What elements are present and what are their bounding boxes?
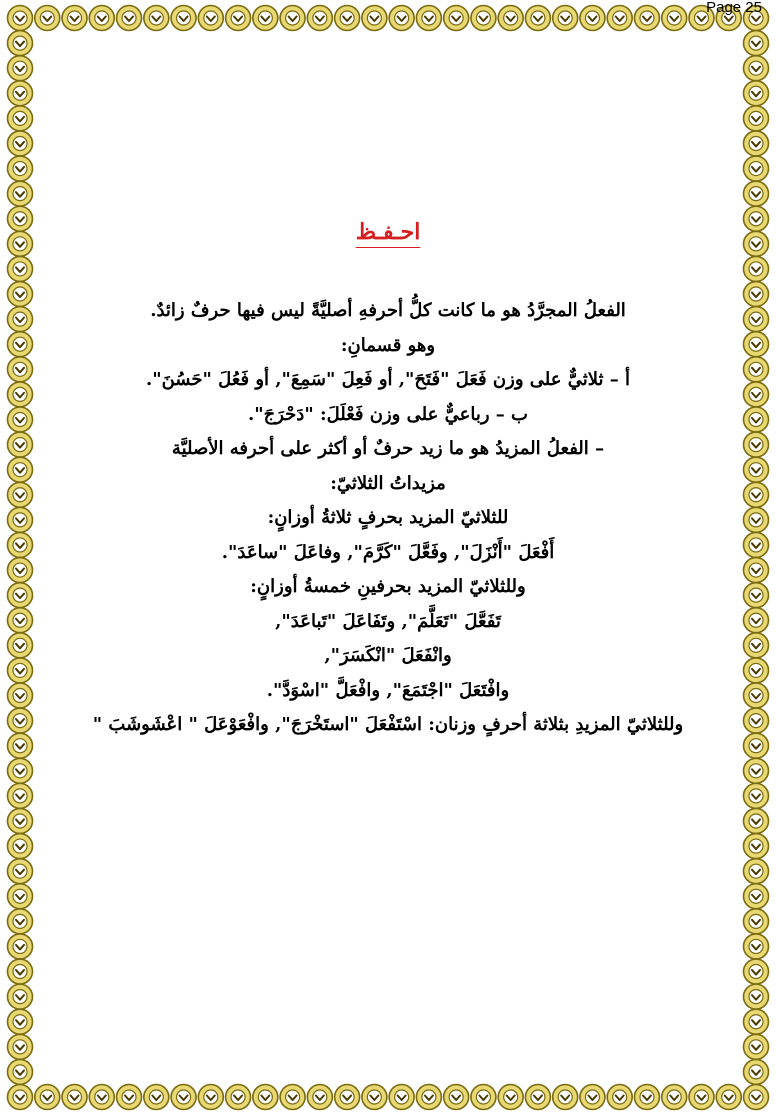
checkmark-circle-icon	[444, 6, 469, 31]
checkmark-circle-icon	[744, 658, 769, 683]
checkmark-circle-icon	[744, 56, 769, 81]
checkmark-circle-icon	[744, 633, 769, 658]
text-line-rubai: ب – رباعيٌّ على وزن فَعْلَلَ: "دَحْرَجَ".	[247, 403, 529, 425]
checkmark-circle-icon	[8, 307, 33, 332]
checkmark-circle-icon	[362, 1085, 387, 1110]
checkmark-circle-icon	[8, 558, 33, 583]
checkmark-circle-icon	[8, 808, 33, 833]
checkmark-circle-icon	[744, 1009, 769, 1034]
checkmark-circle-icon	[8, 106, 33, 131]
checkmark-circle-icon	[35, 6, 60, 31]
checkmark-circle-icon	[607, 1085, 632, 1110]
checkmark-circle-icon	[8, 131, 33, 156]
checkmark-circle-icon	[744, 608, 769, 633]
checkmark-circle-icon	[226, 1085, 251, 1110]
checkmark-circle-icon	[744, 407, 769, 432]
checkmark-circle-icon	[525, 1085, 550, 1110]
text-line-two-letters-intro: وللثلاثيّ المزيد بحرفينِ خمسةُ أوزانٍ:	[250, 576, 526, 597]
checkmark-circle-icon	[8, 282, 33, 307]
checkmark-circle-icon	[744, 783, 769, 808]
checkmark-circle-icon	[62, 6, 87, 31]
checkmark-circle-icon	[171, 1085, 196, 1110]
checkmark-circle-icon	[8, 1059, 33, 1084]
checkmark-circle-icon	[8, 507, 33, 532]
checkmark-circle-icon	[8, 482, 33, 507]
checkmark-circle-icon	[8, 884, 33, 909]
checkmark-circle-icon	[744, 507, 769, 532]
checkmark-circle-icon	[471, 1085, 496, 1110]
text-line-two-letters-forms-c: وافْتَعَلَ "اجْتَمَعَ", وافْعَلَّ "اسْوَدَّ".	[266, 679, 510, 701]
checkmark-circle-icon	[689, 1085, 714, 1110]
checkmark-circle-icon	[744, 1059, 769, 1084]
checkmark-circle-icon	[8, 407, 33, 432]
checkmark-circle-icon	[8, 859, 33, 884]
checkmark-circle-icon	[8, 633, 33, 658]
text-line-one-letter-intro: للثلاثيّ المزيد بحرفٍ ثلاثةُ أوزانٍ:	[267, 507, 509, 528]
checkmark-circle-icon	[580, 6, 605, 31]
checkmark-circle-icon	[198, 6, 223, 31]
checkmark-circle-icon	[744, 31, 769, 56]
checkmark-circle-icon	[744, 382, 769, 407]
checkmark-circle-icon	[744, 1034, 769, 1059]
checkmark-circle-icon	[416, 1085, 441, 1110]
checkmark-circle-icon	[89, 6, 114, 31]
checkmark-circle-icon	[8, 56, 33, 81]
checkmark-circle-icon	[498, 6, 523, 31]
checkmark-circle-icon	[35, 1085, 60, 1110]
checkmark-circle-icon	[8, 608, 33, 633]
checkmark-circle-icon	[744, 256, 769, 281]
checkmark-circle-icon	[8, 783, 33, 808]
checkmark-circle-icon	[744, 884, 769, 909]
checkmark-circle-icon	[8, 181, 33, 206]
checkmark-circle-icon	[744, 156, 769, 181]
checkmark-circle-icon	[744, 206, 769, 231]
text-line-two-types: وهو قسمانِ:	[340, 334, 436, 356]
checkmark-circle-icon	[744, 282, 769, 307]
checkmark-circle-icon	[525, 6, 550, 31]
checkmark-circle-icon	[744, 808, 769, 833]
checkmark-circle-icon	[335, 1085, 360, 1110]
checkmark-circle-icon	[744, 231, 769, 256]
checkmark-circle-icon	[634, 1085, 659, 1110]
checkmark-circle-icon	[744, 432, 769, 457]
checkmark-circle-icon	[744, 81, 769, 106]
checkmark-circle-icon	[744, 457, 769, 482]
text-line-definition-mujarrad: الفعلُ المجرَّدُ هو ما كانت كلُّ أحرفهِ أصليَّةً ليس فيها حرفٌ زائدٌ.	[150, 300, 626, 321]
checkmark-circle-icon	[744, 909, 769, 934]
checkmark-circle-icon	[8, 6, 33, 31]
checkmark-circle-icon	[89, 1085, 114, 1110]
checkmark-circle-icon	[744, 834, 769, 859]
checkmark-circle-icon	[280, 1085, 305, 1110]
checkmark-circle-icon	[744, 859, 769, 884]
checkmark-circle-icon	[117, 6, 142, 31]
checkmark-circle-icon	[8, 1034, 33, 1059]
checkmark-circle-icon	[553, 6, 578, 31]
checkmark-circle-icon	[8, 81, 33, 106]
checkmark-circle-icon	[744, 758, 769, 783]
checkmark-circle-icon	[8, 1009, 33, 1034]
checkmark-circle-icon	[744, 181, 769, 206]
checkmark-circle-icon	[280, 6, 305, 31]
checkmark-circle-icon	[8, 357, 33, 382]
checkmark-circle-icon	[8, 733, 33, 758]
checkmark-circle-icon	[744, 532, 769, 557]
checkmark-circle-icon	[8, 909, 33, 934]
checkmark-circle-icon	[553, 1085, 578, 1110]
checkmark-circle-icon	[8, 532, 33, 557]
checkmark-circle-icon	[307, 6, 332, 31]
checkmark-circle-icon	[8, 256, 33, 281]
checkmark-circle-icon	[662, 1085, 687, 1110]
checkmark-circle-icon	[634, 6, 659, 31]
text-line-one-letter-forms: أَفْعَلَ "أَنْزَلَ", وفَعَّلَ "كَرَّمَ", وفاعَلَ "ساعَدَ".	[221, 541, 555, 563]
checkmark-circle-icon	[117, 1085, 142, 1110]
checkmark-circle-icon	[662, 6, 687, 31]
checkmark-circle-icon	[744, 583, 769, 608]
checkmark-circle-icon	[198, 1085, 223, 1110]
checkmark-circle-icon	[8, 332, 33, 357]
text-line-two-letters-forms-b: وانْفَعَلَ "انْكَسَرَ",	[324, 645, 452, 666]
checkmark-circle-icon	[744, 984, 769, 1009]
checkmark-circle-icon	[8, 984, 33, 1009]
checkmark-circle-icon	[62, 1085, 87, 1110]
checkmark-circle-icon	[253, 1085, 278, 1110]
checkmark-circle-icon	[8, 708, 33, 733]
checkmark-circle-icon	[744, 131, 769, 156]
checkmark-circle-icon	[8, 382, 33, 407]
checkmark-circle-icon	[8, 156, 33, 181]
checkmark-circle-icon	[744, 683, 769, 708]
document-title: احـفـظ	[355, 219, 421, 245]
checkmark-circle-icon	[335, 6, 360, 31]
checkmark-circle-icon	[8, 758, 33, 783]
checkmark-circle-icon	[8, 231, 33, 256]
checkmark-circle-icon	[8, 1085, 33, 1110]
checkmark-circle-icon	[744, 708, 769, 733]
checkmark-circle-icon	[471, 6, 496, 31]
checkmark-circle-icon	[744, 332, 769, 357]
checkmark-circle-icon	[744, 959, 769, 984]
checkmark-circle-icon	[8, 31, 33, 56]
checkmark-circle-icon	[416, 6, 441, 31]
checkmark-circle-icon	[389, 1085, 414, 1110]
checkmark-circle-icon	[8, 206, 33, 231]
checkmark-circle-icon	[744, 934, 769, 959]
checkmark-circle-icon	[389, 6, 414, 31]
checkmark-circle-icon	[744, 307, 769, 332]
checkmark-circle-icon	[171, 6, 196, 31]
text-line-thulathi: أ – ثلاثيٌّ على وزن فَعَلَ "فَتَحَ", أو فَعِلَ "سَمِعَ", أو فَعُلَ "حَسُنَ".	[145, 369, 631, 390]
text-line-definition-mazeed: – الفعلُ المزيدُ هو ما زيد حرفٌ أو أكثر على أحرفه الأصليَّة	[171, 438, 605, 459]
checkmark-circle-icon	[362, 6, 387, 31]
checkmark-circle-icon	[8, 583, 33, 608]
checkmark-circle-icon	[8, 432, 33, 457]
checkmark-circle-icon	[8, 683, 33, 708]
checkmark-circle-icon	[226, 6, 251, 31]
checkmark-circle-icon	[580, 1085, 605, 1110]
checkmark-circle-icon	[744, 482, 769, 507]
checkmark-circle-icon	[744, 106, 769, 131]
checkmark-circle-icon	[253, 6, 278, 31]
checkmark-circle-icon	[144, 6, 169, 31]
checkmark-circle-icon	[744, 733, 769, 758]
page-number: Page 25	[706, 0, 762, 16]
checkmark-circle-icon	[8, 457, 33, 482]
checkmark-circle-icon	[744, 558, 769, 583]
checkmark-circle-icon	[8, 959, 33, 984]
checkmark-circle-icon	[307, 1085, 332, 1110]
checkmark-circle-icon	[716, 1085, 741, 1110]
checkmark-circle-icon	[607, 6, 632, 31]
text-line-two-letters-forms-a: تَفَعَّلَ "تَعَلَّمَ", وتَفَاعَلَ "تَباعَدَ",	[275, 610, 501, 632]
checkmark-circle-icon	[8, 934, 33, 959]
checkmark-circle-icon	[8, 834, 33, 859]
checkmark-circle-icon	[744, 1085, 769, 1110]
checkmark-circle-icon	[498, 1085, 523, 1110]
text-line-mazeed-heading: مزيداتُ الثلاثيّ:	[330, 472, 446, 494]
checkmark-circle-icon	[8, 658, 33, 683]
checkmark-circle-icon	[744, 357, 769, 382]
checkmark-circle-icon	[144, 1085, 169, 1110]
document-body	[60, 212, 716, 743]
checkmark-circle-icon	[444, 1085, 469, 1110]
text-line-three-letters: وللثلاثيّ المزيدِ بثلاثة أحرفٍ وزنان: اسْتَفْعَلَ "استَخْرَجَ", وافْعَوْعَلَ " اعْشَوشَبَ "	[92, 714, 684, 735]
